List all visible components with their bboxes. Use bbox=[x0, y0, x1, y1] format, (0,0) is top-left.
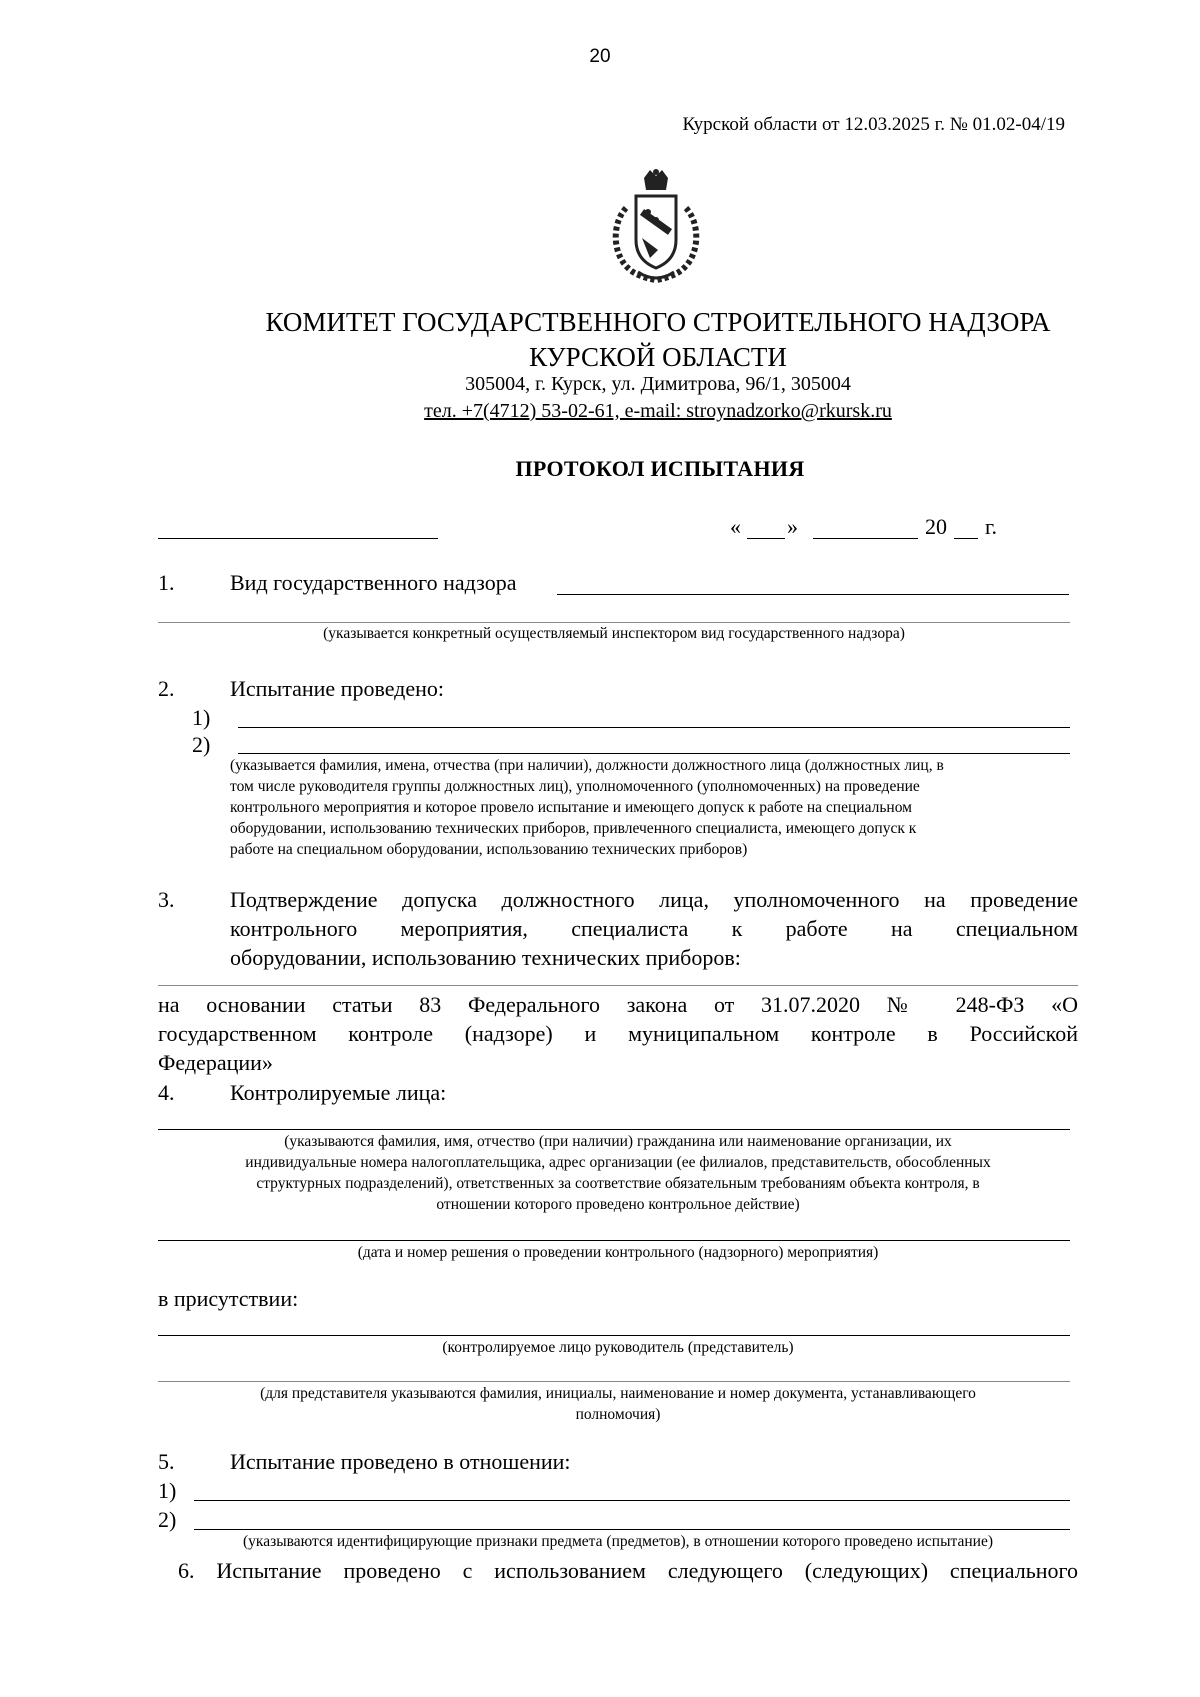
representative-hint bbox=[158, 1383, 1078, 1425]
hint-line: (для представителя указываются фамилия, инициалы, наименование и номер документа, устанавливающего bbox=[260, 1385, 976, 1402]
section-5-item-1: 1) bbox=[158, 1478, 177, 1503]
section-1-hint: (указывается конкретный осуществляемый инспектором вид государственного надзора) bbox=[323, 625, 905, 642]
year-blank[interactable] bbox=[954, 538, 978, 539]
section-5-label: Испытание проведено в отношении: bbox=[230, 1449, 571, 1474]
org-line-1: КОМИТЕТ ГОСУДАРСТВЕННОГО СТРОИТЕЛЬНОГО НАДЗОРА bbox=[265, 307, 1051, 337]
section-5-item-2: 2) bbox=[158, 1507, 177, 1532]
day-blank[interactable] bbox=[747, 538, 785, 539]
section-2-label: Испытание проведено: bbox=[230, 676, 445, 701]
decision-hint: (дата и номер решения о проведении контрольного (надзорного) мероприятия) bbox=[357, 1244, 879, 1261]
organization-contacts bbox=[238, 371, 1078, 425]
page-number: 20 bbox=[589, 46, 611, 67]
section-3-line: оборудовании, использованию технических приборов: bbox=[230, 945, 741, 970]
legal-basis-line: Федерации» bbox=[158, 1050, 273, 1075]
section-2-number: 2. bbox=[158, 676, 175, 701]
place-blank[interactable] bbox=[158, 538, 438, 539]
section-6-text: 6. Испытание проведено с использованием следующего (следующих) специального bbox=[178, 1558, 1078, 1583]
section-5-number: 5. bbox=[158, 1449, 175, 1474]
section-3-number: 3. bbox=[158, 887, 175, 912]
hint-line: структурных подразделений), ответственных за соответствие обязательным требованиям объекта контроля, в bbox=[256, 1175, 980, 1192]
year-prefix: 20 bbox=[925, 514, 947, 539]
hint-line: (указывается фамилия, имена, отчества (при наличии), должности должностного лица (должностных лиц, в bbox=[230, 757, 944, 774]
legal-basis-line: на основании статьи 83 Федерального закона от 31.07.2020 № 248-ФЗ «О bbox=[158, 992, 1078, 1017]
hint-line: отношении которого проведено контрольное действие) bbox=[436, 1196, 800, 1213]
section-1-label: Вид государственного надзора bbox=[230, 570, 517, 595]
date-open-quote: « bbox=[730, 514, 741, 539]
section-2-item-1: 1) bbox=[192, 705, 211, 730]
legal-basis-line: государственном контроле (надзоре) и муниципальном контроле в Российской bbox=[158, 1021, 1078, 1046]
admission-blank[interactable] bbox=[158, 985, 1078, 986]
decision-blank[interactable] bbox=[158, 1240, 1070, 1241]
section-2-item-2: 2) bbox=[192, 732, 211, 757]
test-subject-1-blank[interactable] bbox=[194, 1500, 1070, 1501]
hint-line: контрольного мероприятия и которое провело испытание и имеющего допуск к работе на специальном bbox=[230, 799, 912, 816]
org-address: 305004, г. Курск, ул. Димитрова, 96/1, 305004 bbox=[465, 373, 851, 395]
hint-line: полномочия) bbox=[575, 1406, 661, 1423]
section-3-line: контрольного мероприятия, специалиста к работе на специальном bbox=[230, 916, 1078, 941]
supervision-type-blank[interactable] bbox=[557, 594, 1069, 595]
legal-basis bbox=[158, 990, 1078, 1077]
section-5-hint: (указываются идентифицирующие признаки предмета (предметов), в отношении которого проведено испытание) bbox=[243, 1533, 993, 1550]
hint-line: (указываются фамилия, имя, отчество (при наличии) гражданина или наименование организации, их bbox=[284, 1133, 952, 1150]
section-3-text bbox=[230, 885, 1078, 972]
section-4-hint bbox=[158, 1131, 1078, 1215]
document-title: ПРОТОКОЛ ИСПЫТАНИЯ bbox=[515, 456, 805, 481]
section-2-hint bbox=[230, 755, 1080, 860]
representative-blank[interactable] bbox=[158, 1381, 1070, 1382]
org-phone-email: тел. +7(4712) 53-02-61, e-mail: stroynadzorko@rkursk.ru bbox=[424, 400, 892, 422]
presence-hint: (контролируемое лицо руководитель (представитель) bbox=[442, 1339, 794, 1356]
presence-blank[interactable] bbox=[158, 1335, 1070, 1336]
date-close-quote: » bbox=[787, 514, 798, 539]
presence-label: в присутствии: bbox=[158, 1286, 299, 1311]
test-subject-2-blank[interactable] bbox=[194, 1529, 1070, 1530]
month-blank[interactable] bbox=[813, 538, 918, 539]
year-suffix: г. bbox=[985, 514, 998, 539]
section-4-label: Контролируемые лица: bbox=[230, 1080, 447, 1105]
section-1-number: 1. bbox=[158, 570, 175, 595]
coat-of-arms-icon bbox=[598, 168, 714, 284]
controlled-persons-blank[interactable] bbox=[158, 1129, 1070, 1130]
section-4-number: 4. bbox=[158, 1080, 175, 1105]
header-reference: Курской области от 12.03.2025 г. № 01.02-04/19 bbox=[682, 114, 1065, 135]
hint-line: том числе руководителя группы должностных лиц), уполномоченного (уполномоченных) на проведение bbox=[230, 778, 920, 795]
org-line-2: КУРСКОЙ ОБЛАСТИ bbox=[529, 342, 787, 372]
inspector-2-blank[interactable] bbox=[238, 753, 1070, 754]
inspector-1-blank[interactable] bbox=[238, 727, 1070, 728]
hint-line: индивидуальные номера налогоплательщика, адрес организации (ее филиалов, представительств, обособленных bbox=[245, 1154, 991, 1171]
hint-line: оборудовании, использованию технических приборов, привлеченного специалиста, имеющего допуск к bbox=[230, 820, 917, 837]
section-3-line: Подтверждение допуска должностного лица, уполномоченного на проведение bbox=[230, 887, 1078, 912]
hint-line: работе на специальном оборудовании, использованию технических приборов) bbox=[230, 841, 748, 858]
organization-name bbox=[238, 305, 1078, 375]
